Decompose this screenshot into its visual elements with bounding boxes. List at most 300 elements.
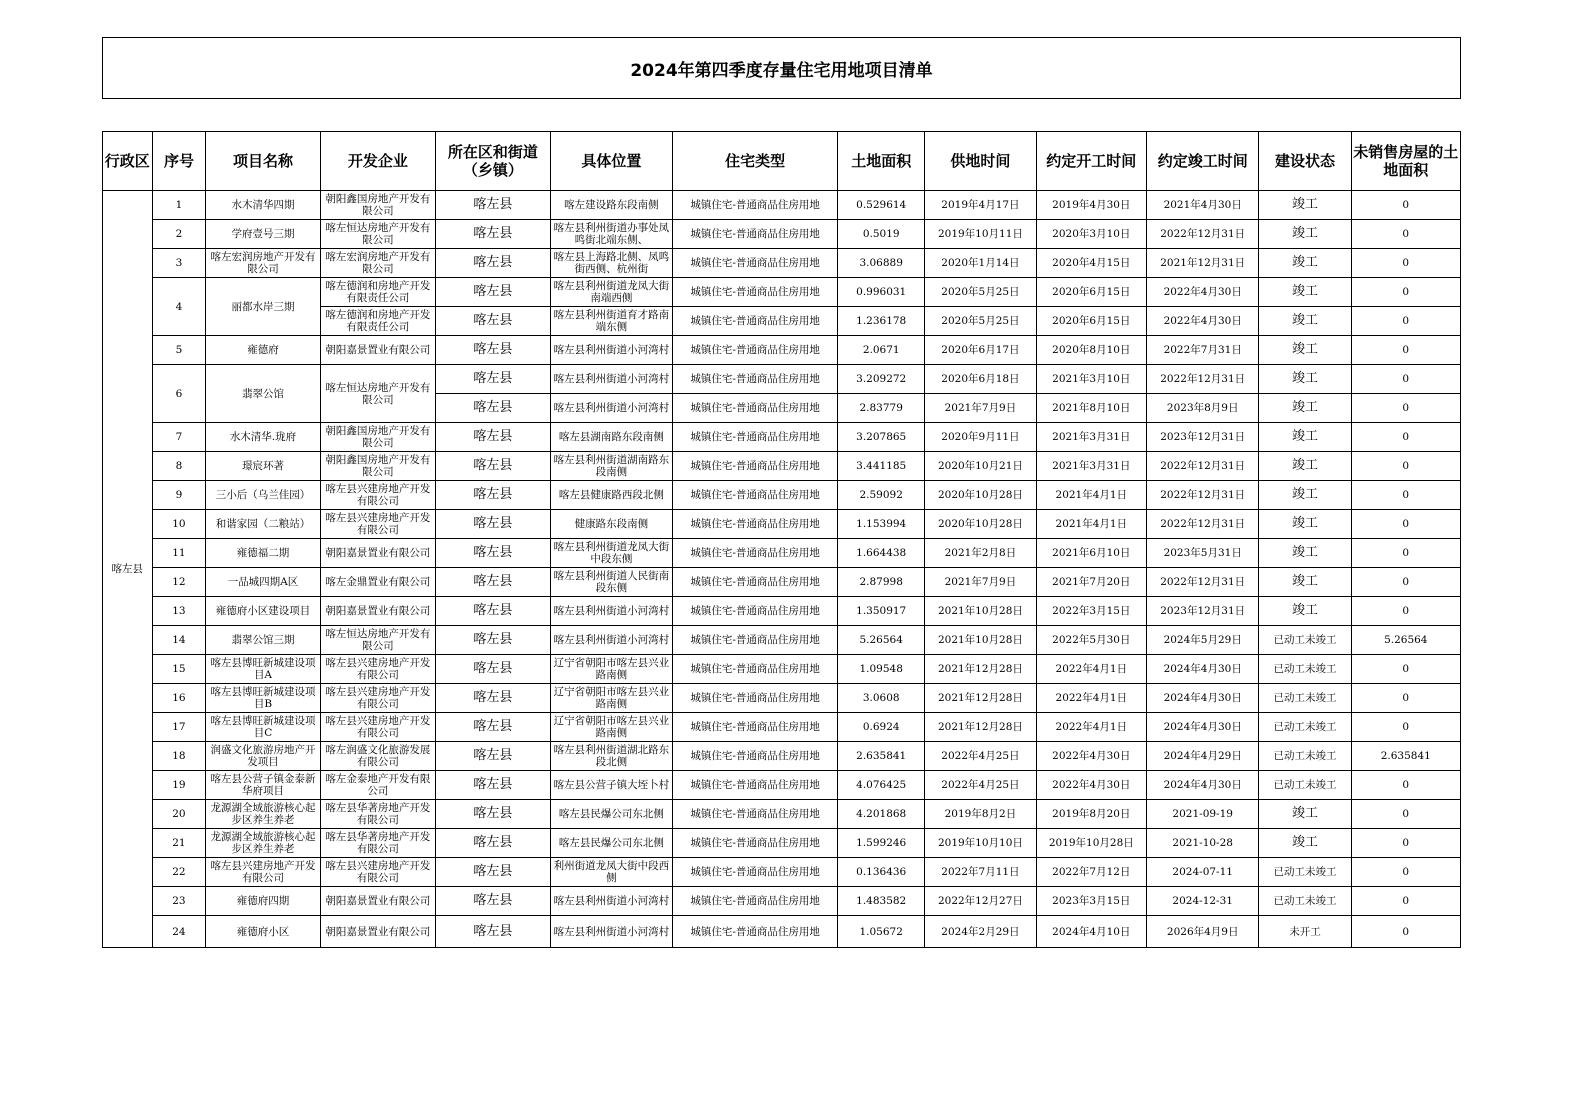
cell-developer [320,742,435,771]
cell-supply-date: 2022年4月25日 [925,771,1036,800]
cell-seq: 12 [152,568,206,597]
cell-project-name-text: 雍德府小区建设项目 [215,605,311,617]
cell-status: 已动工未竣工 [1259,858,1351,887]
cell-area: 喀左县 [436,249,550,278]
cell-project-name [206,423,320,452]
cell-developer-text: 喀左县兴建房地产开发有限公司 [325,512,431,536]
table-row [103,423,1461,452]
cell-supply-date: 2022年12月27日 [925,887,1036,916]
cell-finish-date: 2024-07-11 [1147,858,1259,887]
cell-developer [320,365,435,423]
table-row [103,365,1461,394]
cell-housing-type: 城镇住宅-普通商品住房用地 [673,742,838,771]
cell-location [550,220,673,249]
cell-developer-text: 朝阳鑫国房地产开发有限公司 [325,193,431,217]
cell-developer-text: 喀左宏润房地产开发有限公司 [325,251,431,275]
cell-seq: 13 [152,597,206,626]
cell-location-text: 喀左县利州街道人民街南段东侧 [553,570,670,594]
cell-location-text: 喀左县利州街道小河湾村 [553,402,670,414]
cell-housing-type: 城镇住宅-普通商品住房用地 [673,191,838,220]
cell-start-date: 2024年4月10日 [1036,916,1146,948]
cell-area: 喀左县 [436,191,550,220]
cell-finish-date: 2023年8月9日 [1147,394,1259,423]
cell-land-area: 1.350917 [838,597,925,626]
cell-project-name [206,771,320,800]
cell-supply-date: 2021年2月8日 [925,539,1036,568]
cell-location [550,568,673,597]
cell-area: 喀左县 [436,539,550,568]
cell-unsold-area: 0 [1351,365,1460,394]
cell-project-name [206,858,320,887]
cell-status: 竣工 [1259,249,1351,278]
cell-start-date: 2022年4月30日 [1036,771,1146,800]
col-header-supply-date: 供地时间 [925,132,1036,191]
cell-housing-type: 城镇住宅-普通商品住房用地 [673,452,838,481]
cell-finish-date: 2024年4月30日 [1147,713,1259,742]
cell-housing-type: 城镇住宅-普通商品住房用地 [673,655,838,684]
cell-unsold-area: 0 [1351,829,1460,858]
cell-location-text: 喀左县利州街道小河湾村 [553,344,670,356]
cell-project-name-text: 龙源湖全域旅游核心起步区养生养老 [210,831,316,855]
table-row [103,336,1461,365]
cell-status: 竣工 [1259,394,1351,423]
table-row [103,452,1461,481]
cell-land-area: 3.209272 [838,365,925,394]
cell-start-date: 2022年3月15日 [1036,597,1146,626]
cell-finish-date: 2022年12月31日 [1147,510,1259,539]
col-header-developer: 开发企业 [320,132,435,191]
header-row [103,132,1461,191]
cell-unsold-area: 2.635841 [1351,742,1460,771]
cell-location-text: 辽宁省朝阳市喀左县兴业路南侧 [553,715,670,739]
cell-project-name [206,568,320,597]
cell-developer [320,510,435,539]
cell-status: 已动工未竣工 [1259,626,1351,655]
cell-seq: 1 [152,191,206,220]
table-row [103,713,1461,742]
cell-seq: 18 [152,742,206,771]
cell-developer-text: 朝阳嘉景置业有限公司 [325,605,431,617]
cell-developer-text: 喀左县兴建房地产开发有限公司 [325,860,431,884]
cell-project-name-text: 润盛文化旅游房地产开发项目 [210,744,316,768]
col-header-status: 建设状态 [1259,132,1351,191]
cell-project-name-text: 喀左县公营子镇金泰新华府项目 [210,773,316,797]
cell-status: 竣工 [1259,336,1351,365]
cell-seq: 22 [152,858,206,887]
cell-status: 竣工 [1259,307,1351,336]
cell-project-name-text: 水木清华.珑府 [229,431,297,443]
cell-location-text: 喀左县利州街道育才路南端东侧 [553,309,670,333]
cell-location-text: 喀左县利州街道小河湾村 [553,373,670,385]
col-header-unsold-area: 未销售房屋的土地面积 [1351,132,1460,191]
cell-supply-date: 2021年12月28日 [925,655,1036,684]
cell-supply-date: 2022年7月11日 [925,858,1036,887]
col-header-district: 行政区 [103,132,153,191]
cell-project-name [206,510,320,539]
cell-start-date: 2021年3月31日 [1036,423,1146,452]
table-row [103,916,1461,948]
cell-housing-type: 城镇住宅-普通商品住房用地 [673,684,838,713]
cell-project-name [206,887,320,916]
cell-area: 喀左县 [436,655,550,684]
cell-status: 已动工未竣工 [1259,771,1351,800]
cell-location [550,539,673,568]
cell-location-text: 喀左县利州街道龙凤大街南端西侧 [553,280,670,304]
cell-start-date: 2022年5月30日 [1036,626,1146,655]
cell-developer-text: 朝阳鑫国房地产开发有限公司 [325,425,431,449]
cell-developer-text: 喀左县华著房地产开发有限公司 [325,831,431,855]
cell-developer-text: 朝阳嘉景置业有限公司 [325,925,431,938]
cell-finish-date: 2024年4月30日 [1147,655,1259,684]
cell-developer-text: 喀左县兴建房地产开发有限公司 [325,657,431,681]
cell-land-area: 1.664438 [838,539,925,568]
cell-seq: 23 [152,887,206,916]
cell-seq: 14 [152,626,206,655]
cell-location-text: 喀左建设路东段南侧 [564,199,659,211]
cell-status: 竣工 [1259,597,1351,626]
cell-finish-date: 2022年12月31日 [1147,220,1259,249]
cell-location-text: 喀左县湖南路东段南侧 [558,431,664,443]
cell-unsold-area: 0 [1351,684,1460,713]
cell-project-name-text: 丽都水岸三期 [231,300,295,313]
cell-finish-date: 2022年12月31日 [1147,452,1259,481]
cell-project-name-text: 雍德府 [247,344,279,356]
cell-status: 已动工未竣工 [1259,742,1351,771]
cell-land-area: 0.529614 [838,191,925,220]
cell-land-area: 4.076425 [838,771,925,800]
cell-supply-date: 2020年10月28日 [925,481,1036,510]
col-header-project-name: 项目名称 [206,132,320,191]
cell-housing-type: 城镇住宅-普通商品住房用地 [673,568,838,597]
cell-land-area: 0.136436 [838,858,925,887]
cell-project-name-text: 雍德府四期 [236,895,290,907]
cell-project-name-text: 璟宸环著 [241,460,284,472]
cell-start-date: 2020年3月10日 [1036,220,1146,249]
cell-seq: 16 [152,684,206,713]
cell-location [550,916,673,948]
cell-finish-date: 2021年12月31日 [1147,249,1259,278]
cell-location [550,423,673,452]
cell-finish-date: 2022年4月30日 [1147,278,1259,307]
cell-supply-date: 2021年10月28日 [925,597,1036,626]
cell-developer-text: 喀左金泰地产开发有限公司 [325,773,431,797]
cell-seq: 3 [152,249,206,278]
cell-area: 喀左县 [436,220,550,249]
cell-project-name-text: 水木清华四期 [231,199,295,211]
table-row [103,684,1461,713]
cell-supply-date: 2021年10月28日 [925,626,1036,655]
cell-area: 喀左县 [436,829,550,858]
cell-project-name [206,278,320,336]
cell-supply-date: 2019年10月10日 [925,829,1036,858]
cell-developer-text: 喀左金鼎置业有限公司 [325,576,431,588]
cell-supply-date: 2019年8月2日 [925,800,1036,829]
cell-area: 喀左县 [436,481,550,510]
table-row [103,481,1461,510]
cell-housing-type: 城镇住宅-普通商品住房用地 [673,597,838,626]
cell-start-date: 2022年4月1日 [1036,684,1146,713]
cell-seq: 2 [152,220,206,249]
cell-supply-date: 2021年12月28日 [925,713,1036,742]
cell-supply-date: 2020年10月21日 [925,452,1036,481]
cell-start-date: 2022年4月1日 [1036,713,1146,742]
cell-unsold-area: 0 [1351,887,1460,916]
cell-location [550,597,673,626]
cell-supply-date: 2019年4月17日 [925,191,1036,220]
cell-project-name-text: 三小后（乌兰佳园） [215,489,311,501]
cell-housing-type: 城镇住宅-普通商品住房用地 [673,713,838,742]
cell-status: 已动工未竣工 [1259,684,1351,713]
cell-developer [320,481,435,510]
cell-area: 喀左县 [436,568,550,597]
cell-unsold-area: 0 [1351,394,1460,423]
cell-project-name [206,452,320,481]
cell-area: 喀左县 [436,510,550,539]
cell-area: 喀左县 [436,684,550,713]
cell-area: 喀左县 [436,278,550,307]
col-header-area: 所在区和街道（乡镇） [436,132,550,191]
cell-status: 竣工 [1259,191,1351,220]
cell-location-text: 喀左县利州街道小河湾村 [553,925,670,938]
cell-land-area: 3.441185 [838,452,925,481]
cell-finish-date: 2024年4月30日 [1147,684,1259,713]
cell-developer [320,568,435,597]
cell-location [550,249,673,278]
cell-seq: 6 [152,365,206,423]
cell-finish-date: 2024-12-31 [1147,887,1259,916]
cell-project-name [206,684,320,713]
cell-land-area: 2.87998 [838,568,925,597]
cell-unsold-area: 0 [1351,858,1460,887]
cell-housing-type: 城镇住宅-普通商品住房用地 [673,800,838,829]
cell-status: 竣工 [1259,481,1351,510]
cell-project-name [206,655,320,684]
cell-status: 未开工 [1259,916,1351,948]
cell-developer [320,655,435,684]
table-row [103,858,1461,887]
cell-supply-date: 2020年5月25日 [925,307,1036,336]
cell-project-name-text: 学府壹号三期 [231,228,295,240]
cell-start-date: 2019年10月28日 [1036,829,1146,858]
cell-unsold-area: 0 [1351,191,1460,220]
cell-developer [320,887,435,916]
cell-supply-date: 2020年6月18日 [925,365,1036,394]
col-header-land-area: 土地面积 [838,132,925,191]
cell-project-name [206,191,320,220]
col-header-finish-date: 约定竣工时间 [1147,132,1259,191]
cell-project-name-text: 翡翠公馆 [241,387,284,400]
cell-developer-text: 朝阳嘉景置业有限公司 [325,895,431,907]
district-cell: 喀左县 [103,191,153,948]
cell-project-name [206,220,320,249]
col-header-start-date: 约定开工时间 [1036,132,1146,191]
cell-finish-date: 2023年12月31日 [1147,423,1259,452]
cell-location-text: 喀左县上海路北侧、凤鸣街西侧、杭州街 [553,251,670,275]
cell-finish-date: 2022年12月31日 [1147,481,1259,510]
cell-developer [320,539,435,568]
cell-seq: 4 [152,278,206,336]
cell-supply-date: 2021年12月28日 [925,684,1036,713]
cell-land-area: 2.0671 [838,336,925,365]
cell-supply-date: 2022年4月25日 [925,742,1036,771]
table-row [103,597,1461,626]
cell-project-name [206,597,320,626]
cell-developer-text: 喀左恒达房地产开发有限公司 [325,628,431,652]
cell-developer [320,829,435,858]
table-row [103,568,1461,597]
cell-developer [320,800,435,829]
cell-unsold-area: 0 [1351,597,1460,626]
cell-area: 喀左县 [436,742,550,771]
cell-location [550,481,673,510]
cell-housing-type: 城镇住宅-普通商品住房用地 [673,510,838,539]
cell-developer [320,713,435,742]
cell-area: 喀左县 [436,713,550,742]
cell-land-area: 0.996031 [838,278,925,307]
cell-unsold-area: 0 [1351,800,1460,829]
cell-developer-text: 喀左县兴建房地产开发有限公司 [325,686,431,710]
cell-start-date: 2021年6月10日 [1036,539,1146,568]
cell-location [550,858,673,887]
cell-unsold-area: 0 [1351,655,1460,684]
table-row [103,539,1461,568]
cell-start-date: 2022年4月30日 [1036,742,1146,771]
cell-area: 喀左县 [436,800,550,829]
cell-land-area: 1.09548 [838,655,925,684]
cell-status: 竣工 [1259,510,1351,539]
cell-finish-date: 2023年5月31日 [1147,539,1259,568]
cell-area: 喀左县 [436,771,550,800]
col-header-housing-type: 住宅类型 [673,132,838,191]
cell-unsold-area: 0 [1351,481,1460,510]
cell-location [550,742,673,771]
cell-unsold-area: 0 [1351,336,1460,365]
cell-unsold-area: 0 [1351,220,1460,249]
cell-project-name [206,539,320,568]
cell-finish-date: 2024年4月29日 [1147,742,1259,771]
cell-start-date: 2019年4月30日 [1036,191,1146,220]
cell-location [550,771,673,800]
cell-project-name [206,800,320,829]
cell-housing-type: 城镇住宅-普通商品住房用地 [673,626,838,655]
cell-developer-text: 喀左润盛文化旅游发展有限公司 [325,744,431,768]
cell-location-text: 喀左县利州街道湖北路东段北侧 [553,744,670,768]
cell-status: 竣工 [1259,452,1351,481]
cell-developer-text: 喀左县华著房地产开发有限公司 [325,802,431,826]
table-row [103,800,1461,829]
cell-area: 喀左县 [436,452,550,481]
cell-finish-date: 2022年4月30日 [1147,307,1259,336]
cell-finish-date: 2022年12月31日 [1147,568,1259,597]
cell-area: 喀左县 [436,887,550,916]
cell-status: 已动工未竣工 [1259,713,1351,742]
cell-status: 竣工 [1259,568,1351,597]
cell-developer-text: 喀左县兴建房地产开发有限公司 [325,715,431,739]
cell-start-date: 2023年3月15日 [1036,887,1146,916]
cell-location [550,336,673,365]
cell-location-text: 喀左县利州街道办事处凤鸣街北端东侧、 [553,222,670,246]
cell-finish-date: 2021-09-19 [1147,800,1259,829]
cell-supply-date: 2019年10月11日 [925,220,1036,249]
cell-land-area: 3.0608 [838,684,925,713]
cell-housing-type: 城镇住宅-普通商品住房用地 [673,829,838,858]
cell-location-text: 喀左县利州街道小河湾村 [553,895,670,907]
cell-land-area: 1.153994 [838,510,925,539]
cell-developer [320,278,435,307]
cell-location [550,278,673,307]
cell-land-area: 0.5019 [838,220,925,249]
cell-project-name-text: 翡翠公馆三期 [231,634,295,646]
cell-location-text: 喀左县利州街道小河湾村 [553,605,670,617]
cell-seq: 15 [152,655,206,684]
cell-status: 竣工 [1259,539,1351,568]
cell-finish-date: 2022年7月31日 [1147,336,1259,365]
cell-location [550,452,673,481]
cell-housing-type: 城镇住宅-普通商品住房用地 [673,278,838,307]
cell-status: 已动工未竣工 [1259,887,1351,916]
cell-developer [320,249,435,278]
cell-project-name [206,365,320,423]
cell-housing-type: 城镇住宅-普通商品住房用地 [673,539,838,568]
cell-project-name [206,336,320,365]
cell-land-area: 1.599246 [838,829,925,858]
cell-project-name-text: 雍德府小区 [236,925,290,938]
cell-start-date: 2021年4月1日 [1036,510,1146,539]
cell-project-name-text: 和谐家园（二粮站） [215,518,311,530]
cell-location [550,365,673,394]
table-row [103,626,1461,655]
cell-start-date: 2021年3月31日 [1036,452,1146,481]
cell-location [550,307,673,336]
cell-housing-type: 城镇住宅-普通商品住房用地 [673,481,838,510]
cell-location-text: 健康路东段南侧 [574,518,649,530]
cell-land-area: 1.236178 [838,307,925,336]
cell-project-name [206,249,320,278]
cell-status: 竣工 [1259,423,1351,452]
cell-location-text: 喀左县利州街道龙凤大街中段东侧 [553,541,670,565]
cell-location-text: 喀左县民爆公司东北侧 [558,837,664,849]
cell-land-area: 1.05672 [838,916,925,948]
cell-location [550,191,673,220]
cell-unsold-area: 0 [1351,249,1460,278]
cell-housing-type: 城镇住宅-普通商品住房用地 [673,887,838,916]
cell-location-text: 喀左县利州街道小河湾村 [553,634,670,646]
cell-housing-type: 城镇住宅-普通商品住房用地 [673,220,838,249]
cell-project-name-text: 一品城四期A区 [227,576,299,588]
cell-land-area: 0.6924 [838,713,925,742]
table-row [103,655,1461,684]
cell-project-name-text: 喀左县兴建房地产开发有限公司 [210,860,316,884]
cell-seq: 8 [152,452,206,481]
cell-seq: 11 [152,539,206,568]
cell-unsold-area: 0 [1351,539,1460,568]
col-header-location: 具体位置 [550,132,673,191]
cell-location [550,626,673,655]
cell-supply-date: 2024年2月29日 [925,916,1036,948]
cell-developer-text: 喀左恒达房地产开发有限公司 [325,381,431,406]
cell-start-date: 2020年8月10日 [1036,336,1146,365]
cell-location [550,510,673,539]
cell-location-text: 喀左县公营子镇大垤卜村 [553,779,670,791]
cell-project-name-text: 龙源湖全域旅游核心起步区养生养老 [210,802,316,826]
table-row [103,829,1461,858]
cell-supply-date: 2020年9月11日 [925,423,1036,452]
cell-developer-text: 喀左德润和房地产开发有限责任公司 [325,309,431,333]
cell-project-name-text: 喀左县博旺新城建设项目C [210,715,316,739]
cell-developer [320,307,435,336]
cell-unsold-area: 0 [1351,916,1460,948]
cell-project-name-text: 喀左县博旺新城建设项目A [210,657,316,681]
